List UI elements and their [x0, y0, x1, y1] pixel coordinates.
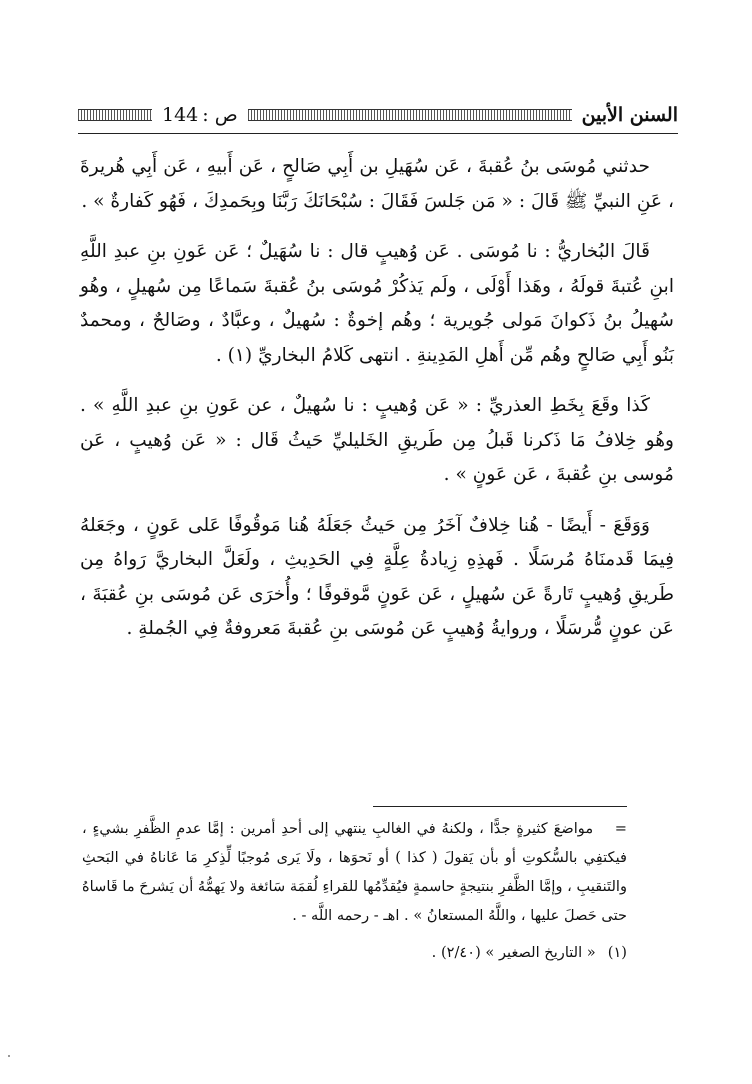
footnote-separator [373, 806, 627, 807]
paragraph-1: حدثني مُوسَى بنُ عُقبةَ ، عَن سُهَيلِ بن أَبِي صَالحٍ ، عَن أَبيهِ ، عَن أَبِي هُريرةَ ، عَنِ النبيِّ ﷺ قَالَ : « مَن جَلسَ فَقَالَ : سُبْحَانَكَ رَبَّنَا وبِحَمدِكَ ، فَهُو كَفارةٌ » . [80, 156, 674, 212]
footnotes [82, 814, 627, 967]
page-label: ص : [202, 104, 238, 126]
paragraph-2: قَالَ البُخاريُّ : نا مُوسَى . عَن وُهيبٍ قال : نا سُهَيلٌ ؛ عَن عَونِ بنِ عبدِ اللَّهِ ابنِ عُتبةَ قولَهُ ، وهَذا أَوْلَى ، ولَم يَذكُرْ مُوسَى بنُ عُقبةَ سَماعًا مِن سُهيلٍ ، وهُو سُهيلُ بنُ ذَكوانَ مَولى جُويرية ؛ وهُم إخوةٌ : سُهيلٌ ، وعبَّادٌ ، وصَالحٌ ، ومحمدٌ بَنُو أَبِي صَالحٍ وهُم مِّن أَهلِ المَدِينةِ . انتهى كَلامُ البخاريِّ (١) . [80, 241, 674, 366]
footnote-1-text: « التاريخ الصغير » (٢/٤٠) . [431, 944, 596, 961]
running-header [78, 100, 678, 130]
continuation-text: مواضعَ كثيرةٍ جدًّا ، ولكنهُ في الغالبِ ينتهي إلى أحدِ أمرين : إمَّا عدمِ الظَّفرِ بشيءٍ ، فيكتفِي بالسُّكوتِ أو بأن يَقولَ ( كذا ) أو نَحوَها ، ولَا يَرى مُوجبًا لِّذِكرِ مَا عَاناهُ في البَحثِ والتَنقيبِ ، وإمَّا الظَّفرِ بنتيجةٍ حاسمةٍ فيُقدِّمُها للقراءِ لُقمَة سَائغة ولا يَهمُّهُ أن يَشرحَ ما قَاساهُ حتى حَصلَ عليها ، واللَّهُ المستعانُ » . اهـ - رحمه اللَّه - . [82, 820, 627, 924]
paragraph-4: وَوَقَعَ - أَيضًا - هُنا خِلافٌ آخَرُ مِن حَيثُ جَعَلَهُ هُنا مَوقُوفًا عَلى عَونٍ ، وجَعَلهُ فِيمَا قَدمنَاهُ مُرسَلًا . فَهذِهِ زِيادةُ عِلَّةٍ فِي الحَدِيثِ ، ولَعَلَّ البخاريَّ رَواهُ مِن طَريقِ وُهيبٍ تَارةً عَن سُهيلٍ ، عَن عَونٍ مَّوقوفًا ؛ وأُخرَى عَن مُوسَى بنِ عُقبَةَ ، عَن عونٍ مُّرسَلًا ، وروايةُ وُهيبٍ عَن مُوسَى بنِ عُقبةَ مَعروفةٌ فِي الجُملةِ . [80, 514, 674, 639]
footnote-continuation [82, 814, 627, 930]
header-rule [78, 133, 678, 134]
header-ornament-left [248, 109, 572, 121]
scan-speck [8, 1055, 10, 1057]
paragraph-3: كَذا وقَعَ بِخَطِ العذريِّ : « عَن وُهيبٍ : نا سُهيلٌ ، عن عَونِ بنِ عبدِ اللَّهِ » . وهُو خِلافُ مَا ذَكرنا قَبلُ مِن طَريقِ الخَليليِّ حَيثُ قَال : « عَن وُهيبٍ ، عَن مُوسى بنِ عُقبةَ ، عَن عَونٍ » . [80, 395, 674, 485]
footnote-1-marker: (١) [607, 944, 627, 961]
page-number: 144 [162, 104, 199, 126]
page-number-block [162, 104, 238, 126]
header-ornament-right [78, 109, 152, 121]
footnote-1 [82, 938, 627, 967]
continuation-marker: = [614, 820, 628, 837]
book-title: السنن الأبين [581, 104, 678, 126]
main-text [80, 150, 674, 663]
